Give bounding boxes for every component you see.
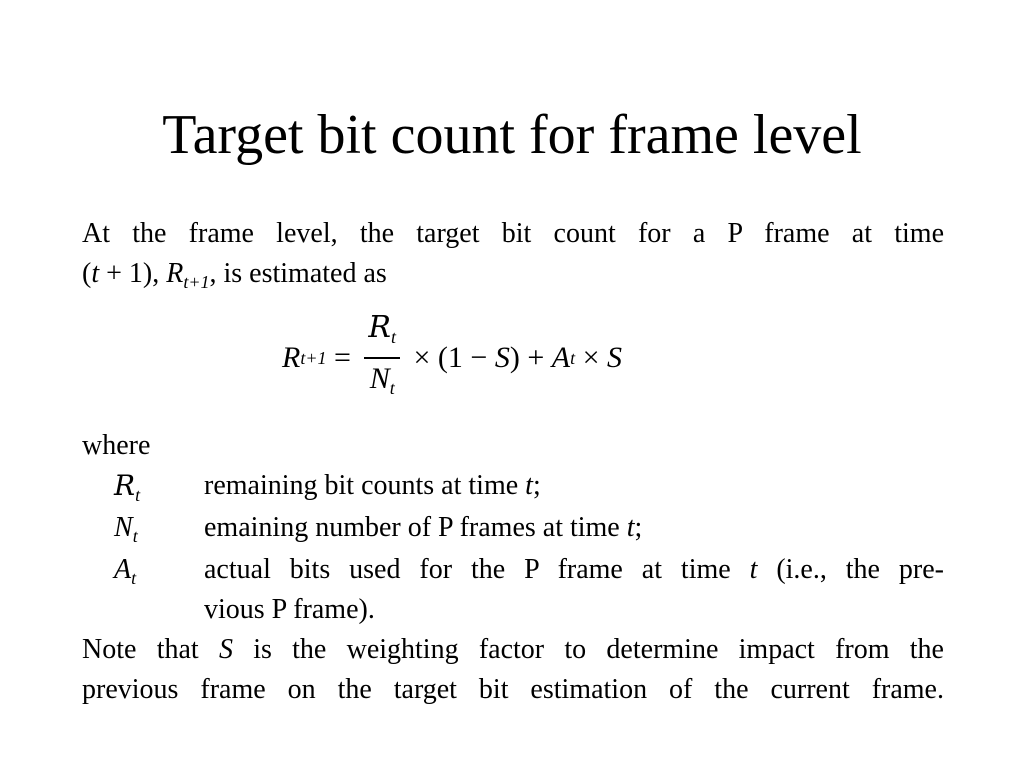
eq-fraction	[364, 310, 400, 406]
def-text-A-a: actual bits used for the P frame at time	[204, 554, 750, 585]
definition-row	[82, 550, 944, 590]
where-label: where	[82, 430, 151, 461]
eq-equals: =	[326, 341, 359, 374]
def-text-R-b: ;	[532, 470, 541, 501]
var-R-subscript: t+1	[183, 272, 210, 292]
eq-S2: S	[607, 341, 623, 374]
intro-text-line-2	[82, 254, 944, 302]
def-symbol-R-subscript: t	[135, 485, 141, 505]
separator: ,	[152, 258, 167, 289]
eq-times-two: ×	[575, 341, 608, 374]
eq-A-subscript: t	[570, 347, 576, 368]
def-text-N-var: t	[626, 512, 635, 543]
def-symbol-N-letter: N	[114, 512, 133, 543]
target-bit-equation	[282, 310, 623, 398]
def-text-A-var: t	[749, 554, 758, 585]
def-text-N-a: emaining number of P frames at time	[204, 512, 627, 543]
note-line-1-b: is the weighting factor to determine impact from the	[232, 634, 944, 665]
eq-mid: ) +	[509, 341, 552, 374]
def-text-N-b: ;	[634, 512, 643, 543]
var-R: R	[166, 258, 184, 289]
eq-denominator	[366, 359, 399, 406]
note-var-S: S	[218, 634, 233, 665]
intro-rest: , is estimated as	[209, 258, 387, 289]
definition-row	[82, 466, 944, 506]
def-symbol-R-letter: R	[114, 469, 136, 502]
def-text-A-continuation: vious P frame).	[204, 594, 375, 625]
eq-numerator-subscript: t	[391, 327, 397, 347]
def-symbol-A-subscript: t	[131, 568, 137, 588]
def-symbol-N	[114, 508, 194, 556]
note-line-2: previous frame on the target bit estimation of the current frame.	[82, 674, 944, 705]
eq-S1: S	[494, 341, 510, 374]
eq-lhs: R	[282, 341, 301, 374]
note-line-1-a: Note that	[82, 634, 219, 665]
def-symbol-N-subscript: t	[132, 526, 138, 546]
eq-denominator-subscript: t	[389, 378, 395, 398]
def-text-A-b: (i.e., the pre-	[757, 554, 944, 585]
def-text-A	[204, 550, 944, 590]
def-text-R-a: remaining bit counts at time	[204, 470, 526, 501]
eq-denominator-symbol: N	[369, 362, 390, 395]
slide-title: Target bit count for frame level	[162, 104, 862, 166]
eq-numerator-symbol: R	[368, 310, 391, 345]
def-text-R-var: t	[525, 470, 533, 501]
intro-text-line-1: At the frame level, the target bit count for a P frame at time	[82, 218, 944, 249]
def-text-R	[204, 466, 944, 506]
note-line-1	[82, 630, 944, 670]
eq-times-one: × (1 −	[406, 341, 495, 374]
definition-row-continuation	[82, 590, 944, 630]
var-t: t	[91, 258, 100, 289]
def-symbol-A-letter: A	[114, 554, 132, 585]
definition-row	[82, 508, 944, 548]
eq-lhs-subscript: t+1	[300, 347, 327, 368]
eq-numerator	[364, 310, 400, 359]
eq-A: A	[551, 341, 571, 374]
def-text-N	[204, 508, 944, 548]
plus-one: + 1)	[99, 258, 153, 289]
paren-open: (	[82, 258, 92, 289]
